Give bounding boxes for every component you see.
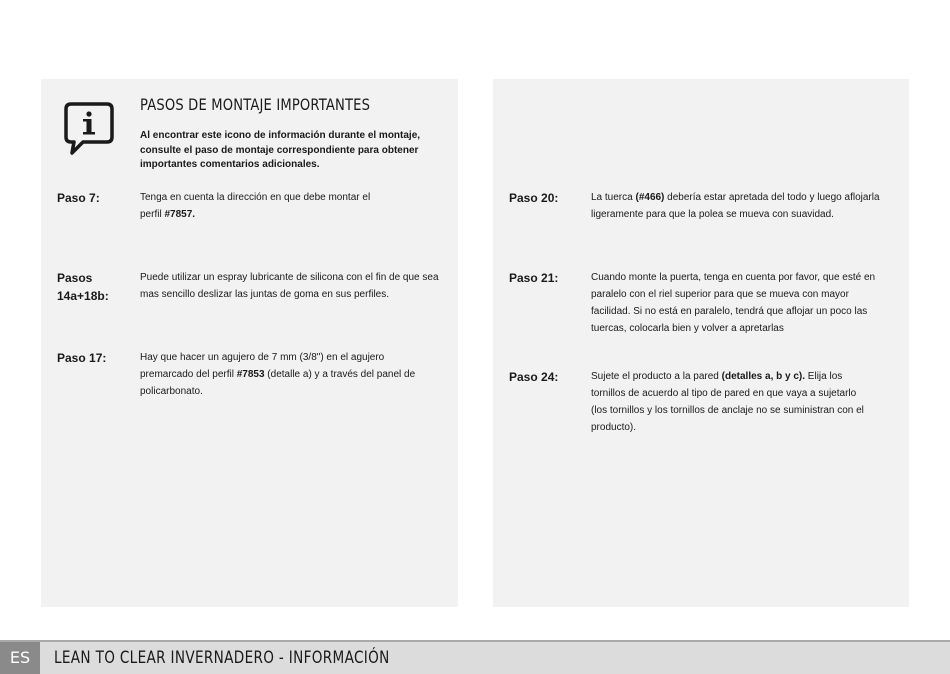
step-17 bbox=[57, 349, 447, 409]
part-number: #7857. bbox=[164, 209, 196, 220]
step-text-part: (detalle a) y a través del panel de policarbonato. bbox=[140, 369, 416, 397]
step-20 bbox=[509, 189, 899, 229]
info-text: Al encontrar este icono de información durante el montaje, consulte el paso de montaje correspondiente para obtener importantes comentarios adicionales. bbox=[140, 130, 421, 170]
info-title: PASOS DE MONTAJE IMPORTANTES bbox=[140, 95, 371, 114]
info-speech-bubble-icon bbox=[63, 101, 115, 157]
step-text bbox=[140, 189, 380, 223]
step-7 bbox=[57, 189, 447, 229]
part-number: (#466) bbox=[635, 192, 665, 203]
step-text-part: Hay que hacer un agujero de 7 mm (3/8") en el agujero premarcado del perfil bbox=[140, 352, 385, 380]
step-14a-18b bbox=[57, 269, 447, 309]
step-label: Paso 7: bbox=[57, 191, 100, 205]
step-text-part: debería estar apretada del todo y luego aflojarla ligeramente para que la polea se mueva con suavidad. bbox=[591, 192, 880, 220]
part-number: #7853 bbox=[236, 369, 265, 380]
step-24 bbox=[509, 368, 899, 438]
step-label: Paso 17: bbox=[57, 351, 107, 365]
step-label-line: 14a+18b: bbox=[57, 289, 109, 303]
step-text-part: La tuerca bbox=[591, 192, 636, 203]
step-21 bbox=[509, 269, 899, 339]
step-text: Puede utilizar un espray lubricante de silicona con el fin de que sea mas sencillo deslizar las juntas de goma en sus perfiles. bbox=[140, 272, 439, 300]
step-text-part: Sujete el producto a la pared bbox=[591, 371, 722, 382]
step-label: Paso 21: bbox=[509, 271, 559, 285]
footer-title: LEAN TO CLEAR INVERNADERO - INFORMACIÓN bbox=[54, 648, 390, 668]
page-footer bbox=[0, 640, 950, 674]
language-badge: ES bbox=[0, 642, 40, 674]
step-label-line: Pasos bbox=[57, 271, 93, 285]
step-text-part: Elija los tornillos de acuerdo al tipo de pared en que vaya a sujetarlo (los tornillos y los tornillos de anclaje no se suministran con el producto). bbox=[591, 371, 864, 433]
step-label: Paso 20: bbox=[509, 191, 559, 205]
step-text bbox=[591, 368, 871, 436]
step-label: Paso 24: bbox=[509, 370, 559, 384]
step-text: Cuando monte la puerta, tenga en cuenta por favor, que esté en paralelo con el riel superior para que se mueva con mayor facilidad. Si no está en paralelo, tendrá que aflojar un poco las tuercas, colocarla bien y volver a apretarlas bbox=[591, 272, 876, 334]
step-text-part: Tenga en cuenta la dirección en que debe montar el perfil bbox=[140, 192, 371, 220]
step-text bbox=[591, 189, 896, 223]
right-panel bbox=[493, 79, 909, 607]
left-panel bbox=[41, 79, 458, 607]
step-text bbox=[140, 349, 420, 400]
detail-reference: (detalles a, b y c). bbox=[721, 371, 806, 382]
step-label bbox=[57, 269, 109, 305]
